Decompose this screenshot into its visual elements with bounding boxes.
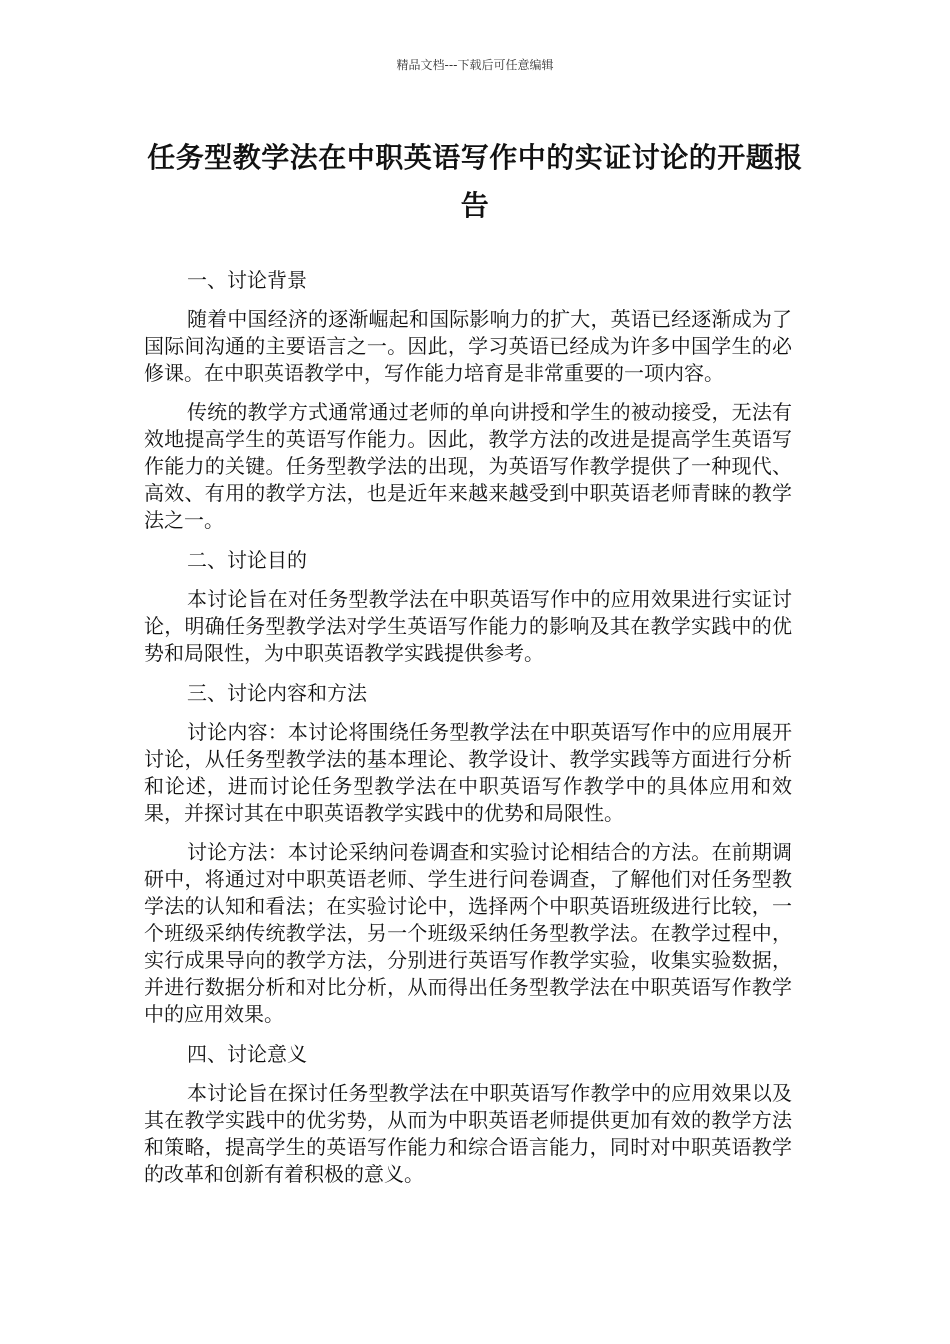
document-body [144,266,792,1200]
section-heading-content-methods: 三、讨论内容和方法 [187,681,367,705]
page-header-note: 精品文档---下载后可任意编辑 [396,58,554,72]
paragraph: 讨论方法：本讨论采纳问卷调查和实验讨论相结合的方法。在前期调研中，将通过对中职英语老师、学生进行问卷调查，了解他们对任务型教学法的认知和看法；在实验讨论中，选择两个中职英语班级进行比较，一个班级采纳传统教学法，另一个班级采纳任务型教学法。在教学过程中，实行成果导向的教学方法，分别进行英语写作教学实验，收集实验数据，并进行数据分析和对比分析，从而得出任务型教学法在中职英语写作教学中的应用效果。 [144,840,792,1026]
section-heading-purpose: 二、讨论目的 [187,548,307,572]
paragraph: 讨论内容：本讨论将围绕任务型教学法在中职英语写作中的应用展开讨论，从任务型教学法的基本理论、教学设计、教学实践等方面进行分析和论述，进而讨论任务型教学法在中职英语写作教学中的具体应用和效果，并探讨其在中职英语教学实践中的优势和局限性。 [144,720,792,825]
section-heading-significance: 四、讨论意义 [187,1042,307,1066]
paragraph: 随着中国经济的逐渐崛起和国际影响力的扩大，英语已经逐渐成为了国际间沟通的主要语言之一。因此，学习英语已经成为许多中国学生的必修课。在中职英语教学中，写作能力培育是非常重要的一项内容。 [144,307,792,385]
paragraph: 传统的教学方式通常通过老师的单向讲授和学生的被动接受，无法有效地提高学生的英语写作能力。因此，教学方法的改进是提高学生英语写作能力的关键。任务型教学法的出现，为英语写作教学提供了一种现代、高效、有用的教学方法，也是近年来越来越受到中职英语老师青睐的教学法之一。 [144,400,792,532]
paragraph: 本讨论旨在探讨任务型教学法在中职英语写作教学中的应用效果以及其在教学实践中的优劣势，从而为中职英语老师提供更加有效的教学方法和策略，提高学生的英语写作能力和综合语言能力，同时对中职英语教学的改革和创新有着积极的意义。 [144,1081,792,1186]
section-heading-background: 一、讨论背景 [187,268,307,292]
document-title: 任务型教学法在中职英语写作中的实证讨论的开题报告 [147,141,803,222]
paragraph: 本讨论旨在对任务型教学法在中职英语写作中的应用效果进行实证讨论，明确任务型教学法对学生英语写作能力的影响及其在教学实践中的优势和局限性，为中职英语教学实践提供参考。 [144,587,792,665]
